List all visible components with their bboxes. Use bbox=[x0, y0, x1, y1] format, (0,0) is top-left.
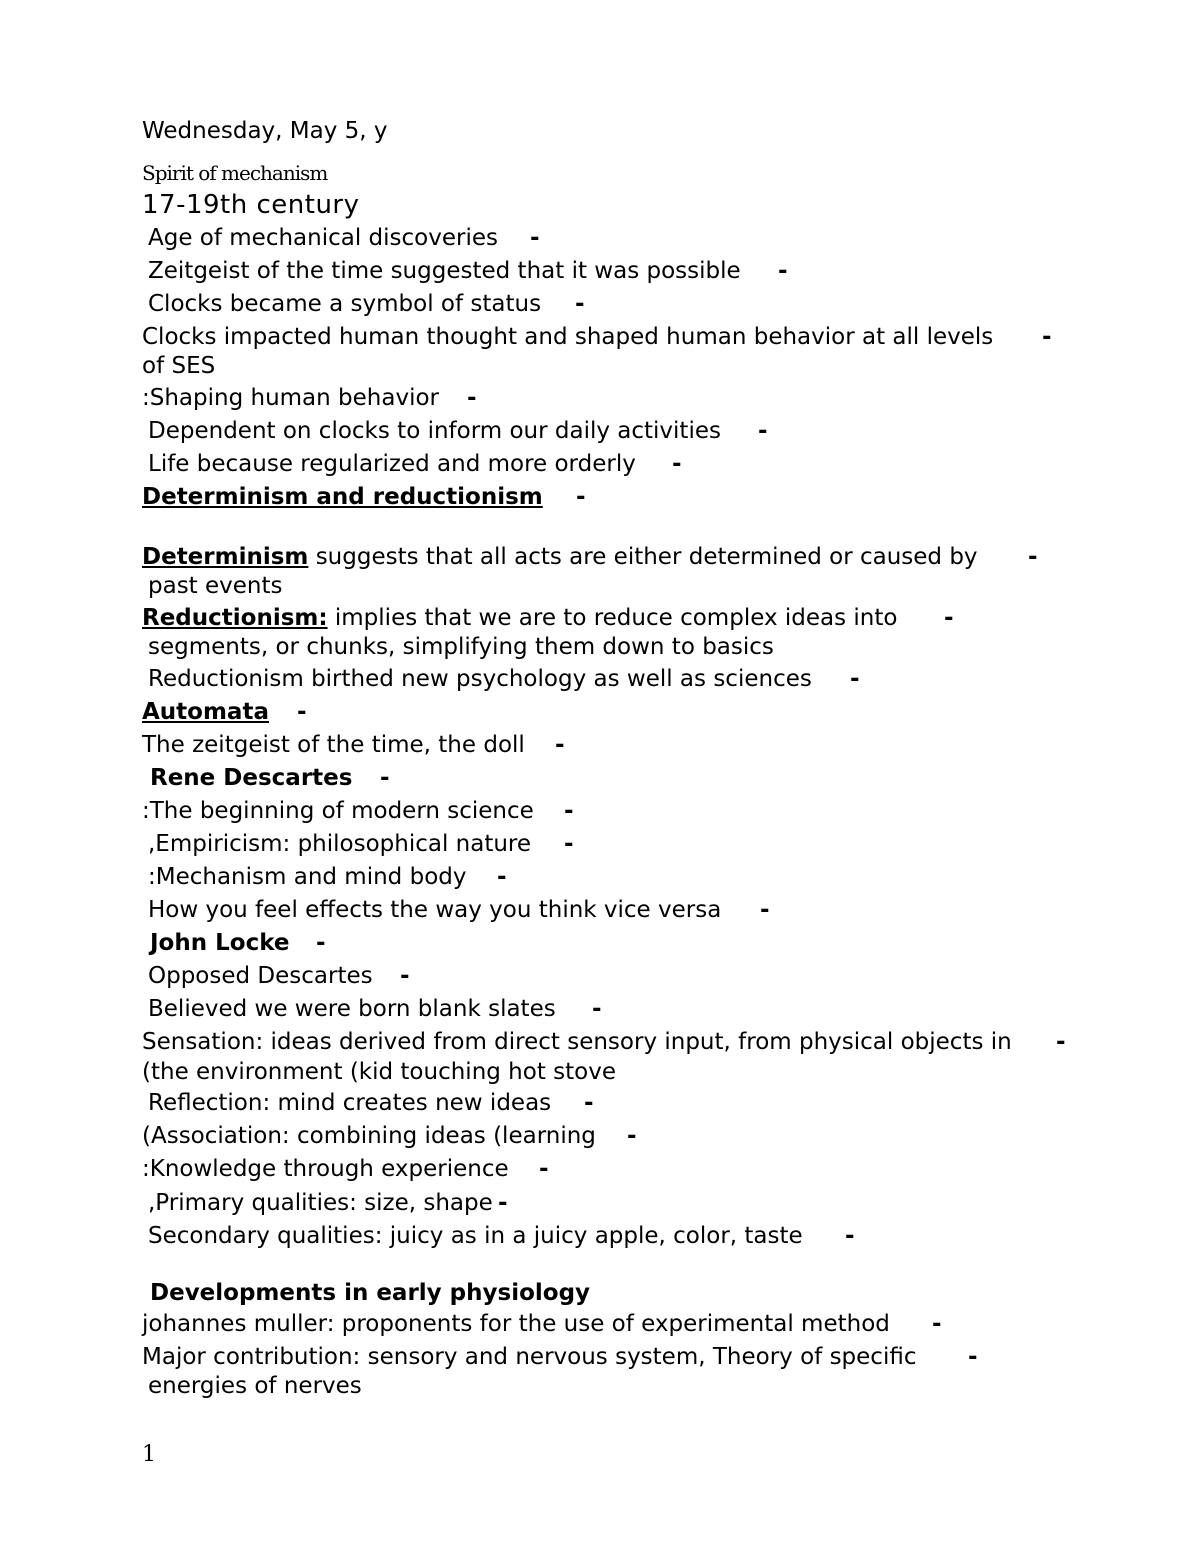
determinism-text: suggests that all acts are either determined or caused by bbox=[308, 544, 978, 570]
page-number: 1 bbox=[142, 1442, 156, 1467]
bullet-dash: - bbox=[845, 1223, 855, 1249]
line-clocks-status: Clocks became a symbol of status bbox=[148, 291, 542, 317]
line-opposed: Opposed Descartes bbox=[148, 963, 373, 989]
reductionism-text: implies that we are to reduce complex ideas into bbox=[327, 605, 898, 631]
bullet-dash: - bbox=[555, 732, 565, 758]
line-sensation-cont: (the environment (kid touching hot stove bbox=[142, 1059, 616, 1085]
bullet-dash: - bbox=[760, 897, 770, 923]
bullet-dash: - bbox=[932, 1311, 942, 1337]
line-primary: ,Primary qualities: size, shape bbox=[148, 1190, 493, 1216]
line-sensation: Sensation: ideas derived from direct sensory input, from physical objects in bbox=[142, 1029, 1012, 1055]
century-heading: 17-19th century bbox=[142, 190, 360, 220]
line-age: Age of mechanical discoveries bbox=[148, 225, 498, 251]
bullet-dash: - bbox=[944, 605, 954, 631]
reductionism-term: Reductionism: bbox=[142, 605, 328, 631]
bullet-dash: - bbox=[380, 765, 390, 791]
bullet-dash: - bbox=[564, 831, 574, 857]
bullet-dash: - bbox=[758, 418, 768, 444]
bullet-dash: - bbox=[778, 258, 788, 284]
line-reflection: Reflection: mind creates new ideas bbox=[148, 1090, 552, 1116]
bullet-dash: - bbox=[850, 666, 860, 692]
line-zeitgeist: Zeitgeist of the time suggested that it was possible bbox=[148, 258, 741, 284]
heading-physiology: Developments in early physiology bbox=[150, 1280, 591, 1306]
bullet-dash: - bbox=[1042, 324, 1052, 350]
bullet-dash: - bbox=[498, 1190, 508, 1216]
bullet-dash: - bbox=[672, 451, 682, 477]
line-blank-slates: Believed we were born blank slates bbox=[148, 996, 556, 1022]
bullet-dash: - bbox=[1056, 1029, 1066, 1055]
bullet-dash: - bbox=[584, 1090, 594, 1116]
heading-descartes: Rene Descartes bbox=[150, 765, 353, 791]
line-muller: johannes muller: proponents for the use of experimental method bbox=[142, 1311, 890, 1337]
bullet-dash: - bbox=[539, 1156, 549, 1182]
line-reductionism-birth: Reductionism birthed new psychology as well as sciences bbox=[148, 666, 812, 692]
line-determinism bbox=[142, 543, 978, 571]
heading-determinism-reductionism: Determinism and reductionism bbox=[142, 484, 543, 510]
bullet-dash: - bbox=[400, 963, 410, 989]
line-life: Life because regularized and more orderly bbox=[148, 451, 636, 477]
line-mechanism: :Mechanism and mind body bbox=[148, 864, 467, 890]
heading-automata: Automata bbox=[142, 699, 269, 725]
determinism-term: Determinism bbox=[142, 544, 309, 570]
line-modern-science: :The beginning of modern science bbox=[142, 798, 534, 824]
line-major-contribution: Major contribution: sensory and nervous system, Theory of specific bbox=[142, 1344, 917, 1370]
line-feel: How you feel effects the way you think vice versa bbox=[148, 897, 722, 923]
line-secondary: Secondary qualities: juicy as in a juicy apple, color, taste bbox=[148, 1223, 803, 1249]
bullet-dash: - bbox=[968, 1344, 978, 1370]
date-line: Wednesday, May 5, y bbox=[142, 118, 388, 144]
topic-line: Spirit of mechanism bbox=[142, 161, 328, 185]
bullet-dash: - bbox=[316, 930, 326, 956]
bullet-dash: - bbox=[627, 1123, 637, 1149]
bullet-dash: - bbox=[497, 864, 507, 890]
line-reductionism-cont: segments, or chunks, simplifying them down to basics bbox=[148, 634, 774, 660]
bullet-dash: - bbox=[297, 699, 307, 725]
bullet-dash: - bbox=[530, 225, 540, 251]
line-association: (Association: combining ideas (learning bbox=[142, 1123, 596, 1149]
bullet-dash: - bbox=[575, 291, 585, 317]
bullet-dash: - bbox=[1028, 544, 1038, 570]
bullet-dash: - bbox=[564, 798, 574, 824]
bullet-dash: - bbox=[592, 996, 602, 1022]
line-major-contribution-cont: energies of nerves bbox=[148, 1373, 362, 1399]
line-reductionism bbox=[142, 604, 897, 632]
bullet-dash: - bbox=[467, 385, 477, 411]
line-doll: The zeitgeist of the time, the doll bbox=[142, 732, 525, 758]
line-clocks-impact-cont: of SES bbox=[142, 353, 216, 379]
line-knowledge: :Knowledge through experience bbox=[142, 1156, 509, 1182]
line-determinism-cont: past events bbox=[148, 573, 283, 599]
bullet-dash: - bbox=[576, 484, 586, 510]
line-clocks-impact: Clocks impacted human thought and shaped human behavior at all levels bbox=[142, 324, 994, 350]
line-empiricism: ,Empiricism: philosophical nature bbox=[148, 831, 532, 857]
line-shaping: :Shaping human behavior bbox=[142, 385, 439, 411]
line-dependent: Dependent on clocks to inform our daily activities bbox=[148, 418, 721, 444]
heading-locke: John Locke bbox=[150, 930, 290, 956]
